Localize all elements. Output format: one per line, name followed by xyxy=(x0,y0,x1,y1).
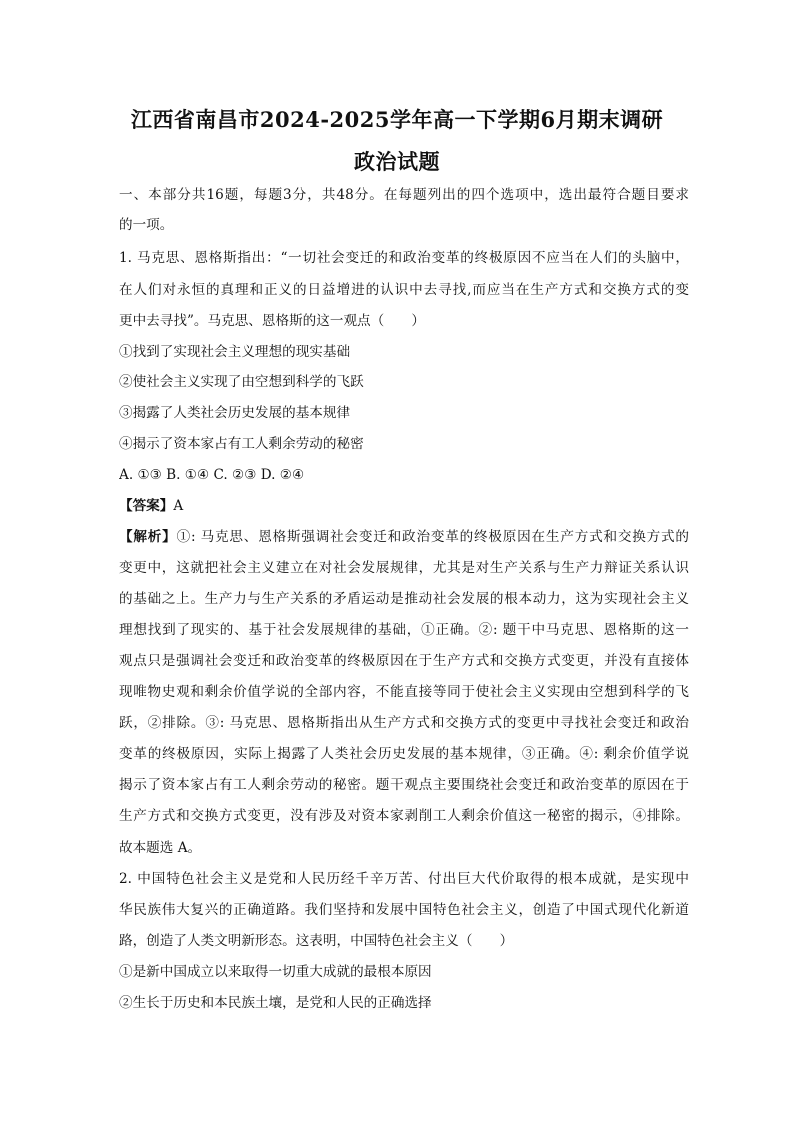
answer-value: A xyxy=(173,498,184,514)
question-2-stem-line: 华民族伟大复兴的正确道路。我们坚持和发展中国特色社会主义，创造了中国式现代化新道 xyxy=(119,902,689,918)
analysis-label: 【解析】 xyxy=(119,529,177,545)
question-1-option: ③揭露了人类社会历史发展的基本规律 xyxy=(119,405,351,421)
question-1-analysis-line: 现唯物史观和剩余价值学说的全部内容，不能直接等同于使社会主义实现由空想到科学的飞 xyxy=(119,684,689,700)
question-1-stem-line: 更中去寻找”。马克思、恩格斯的这一观点（ ） xyxy=(119,313,426,329)
question-1-analysis-line: 生产方式和交换方式变更，没有涉及对资本家剥削工人剩余价值这一秘密的揭示，④排除。 xyxy=(119,808,689,824)
page-title: 江西省南昌市2024-2025学年高一下学期6月期末调研 xyxy=(130,107,664,132)
question-1-analysis-line: 揭示了资本家占有工人剩余劳动的秘密。题干观点主要围绕社会变迁和政治变革的原因在于 xyxy=(119,777,689,793)
question-1-analysis-line: 变更中，这就把社会主义建立在对社会发展规律，尤其是对生产关系与生产力辩证关系认识 xyxy=(119,560,689,576)
question-1-choices: A. ①③ B. ①④ C. ②③ D. ②④ xyxy=(119,467,305,483)
question-1-analysis-line: 观点只是强调社会变迁和政治变革的终极原因在于生产方式和交换方式变更，并没有直接体 xyxy=(119,653,689,669)
question-1-analysis-line: 理想找到了现实的、基于社会发展规律的基础，①正确。②: 题干中马克思、恩格斯的这一 xyxy=(119,622,689,638)
question-1-stem-line: 1. 马克思、恩格斯指出：“一切社会变迁的和政治变革的终极原因不应当在人们的头脑中， xyxy=(119,250,689,266)
question-2-stem-line: 路，创造了人类文明新形态。这表明，中国特色社会主义（ ） xyxy=(119,933,514,949)
question-1-option: ②使社会主义实现了由空想到科学的飞跃 xyxy=(119,374,364,390)
answer-label: 【答案】 xyxy=(119,498,174,514)
section-instruction-line: 一、本部分共16题，每题3分，共48分。在每题列出的四个选项中，选出最符合题目要求 xyxy=(119,187,689,203)
page-subtitle: 政治试题 xyxy=(354,149,440,174)
question-1-analysis-line: 故本题选 A。 xyxy=(119,840,202,856)
question-2-option: ①是新中国成立以来取得一切重大成就的最根本原因 xyxy=(119,964,432,980)
question-2-option: ②生长于历史和本民族土壤，是党和人民的正确选择 xyxy=(119,995,432,1011)
question-1-option: ④揭示了资本家占有工人剩余劳动的秘密 xyxy=(119,436,364,452)
question-1-analysis-line: 跃，②排除。③: 马克思、恩格斯指出从生产方式和交换方式的变更中寻找社会变迁和政治 xyxy=(119,715,689,731)
question-1-option: ①找到了实现社会主义理想的现实基础 xyxy=(119,344,351,360)
question-1-analysis-line: 的基础之上。生产力与生产关系的矛盾运动是推动社会发展的根本动力，这为实现社会主义 xyxy=(119,591,689,607)
question-1-answer xyxy=(119,496,689,516)
section-instruction-line: 的一项。 xyxy=(119,217,174,233)
question-1-analysis-line: 变革的终极原因，实际上揭露了人类社会历史发展的基本规律，③正确。④: 剩余价值学说 xyxy=(119,746,689,762)
question-1-analysis-line: 【解析】①: 马克思、恩格斯强调社会变迁和政治变革的终极原因在生产方式和交换方式的 xyxy=(119,529,689,545)
question-2-stem-line: 2. 中国特色社会主义是党和人民历经千辛万苦、付出巨大代价取得的根本成就，是实现中 xyxy=(119,871,689,887)
question-1-stem-line: 在人们对永恒的真理和正义的日益增进的认识中去寻找,而应当在生产方式和交换方式的变 xyxy=(119,282,689,298)
